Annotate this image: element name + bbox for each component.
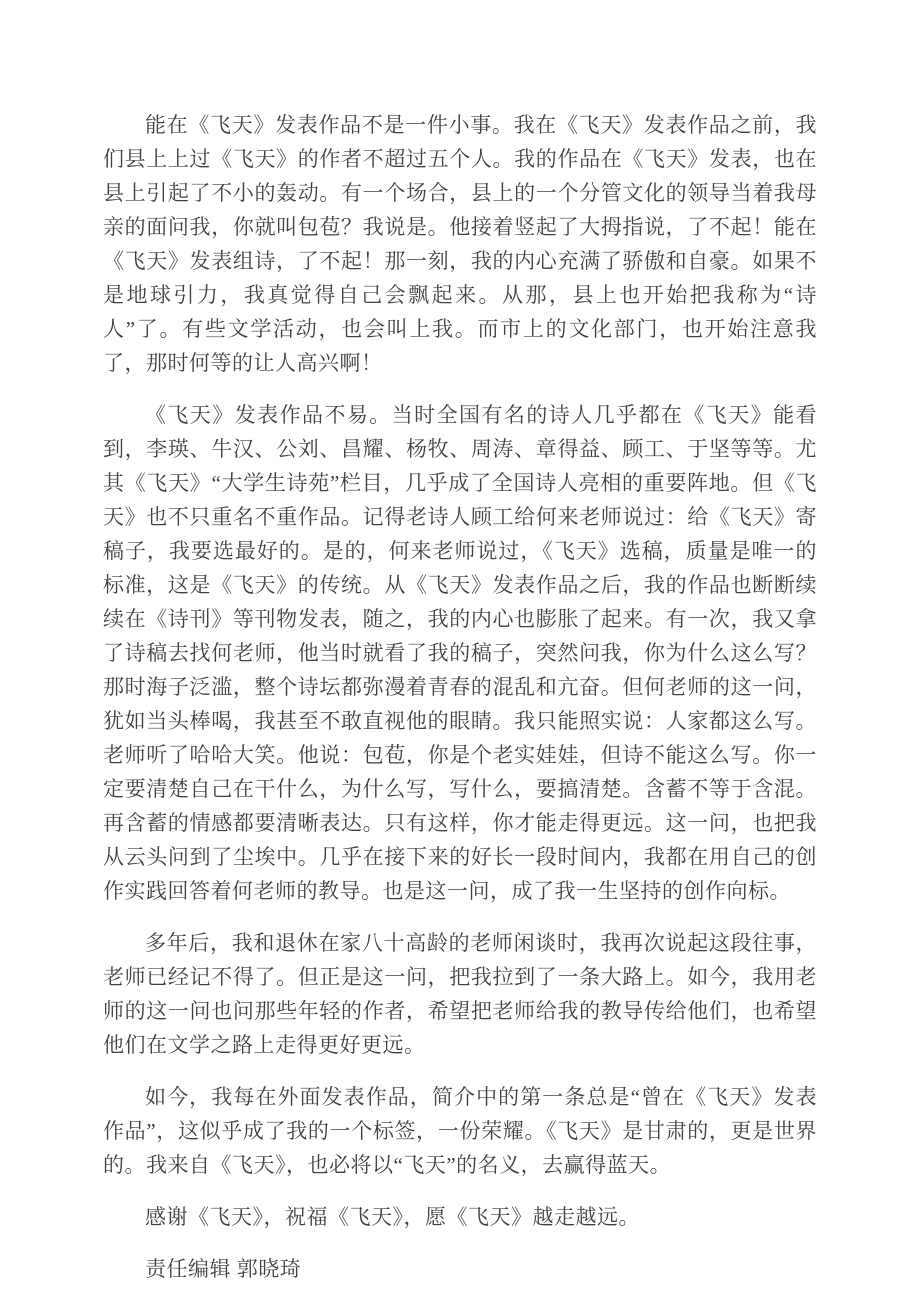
paragraph: 多年后，我和退休在家八十高龄的老师闲谈时，我再次说起这段往事，老师已经记不得了。但正是这一问，把我拉到了一条大路上。如今，我用老师的这一问也问那些年轻的作者，希望把老师给我的教导传给他们，也希望他们在文学之路上走得更好更远。 [103, 931, 817, 1057]
paragraph: 感谢《飞天》，祝福《飞天》，愿《飞天》越走越远。 [145, 1205, 640, 1229]
editor-credit-line: 责任编辑 郭晓琦 [145, 1257, 302, 1281]
document-body [103, 108, 817, 1286]
paragraph: 《飞天》发表作品不易。当时全国有名的诗人几乎都在《飞天》能看到，李瑛、牛汉、公刘、昌耀、杨牧、周涛、章得益、顾工、于坚等等。尤其《飞天》“大学生诗苑”栏目，几乎成了全国诗人亮相的重要阵地。但《飞天》也不只重名不重作品。记得老诗人顾工给何来老师说过：给《飞天》寄稿子，我要选最好的。是的，何来老师说过，《飞天》选稿，质量是唯一的标准，这是《飞天》的传统。从《飞天》发表作品之后，我的作品也断断续续在《诗刊》等刊物发表，随之，我的内心也膨胀了起来。有一次，我又拿了诗稿去找何老师，他当时就看了我的稿子，突然问我，你为什么这么写？那时海子泛滥，整个诗坛都弥漫着青春的混乱和亢奋。但何老师的这一问，犹如当头棒喝，我甚至不敢直视他的眼睛。我只能照实说：人家都这么写。老师听了哈哈大笑。他说：包苞，你是个老实娃娃，但诗不能这么写。你一定要清楚自己在干什么，为什么写，写什么，要搞清楚。含蓄不等于含混。再含蓄的情感都要清晰表达。只有这样，你才能走得更远。这一问，也把我从云头问到了尘埃中。几乎在接下来的好长一段时间内，我都在用自己的创作实践回答着何老师的教导。也是这一问，成了我一生坚持的创作向标。 [103, 403, 817, 903]
paragraph: 如今，我每在外面发表作品，简介中的第一条总是“曾在《飞天》发表作品”，这似乎成了我的一个标签，一份荣耀。《飞天》是甘肃的，更是世界的。我来自《飞天》，也必将以“飞天”的名义，去赢得蓝天。 [103, 1085, 817, 1177]
paragraph: 能在《飞天》发表作品不是一件小事。我在《飞天》发表作品之前，我们县上上过《飞天》的作者不超过五个人。我的作品在《飞天》发表，也在县上引起了不小的轰动。有一个场合，县上的一个分管文化的领导当着我母亲的面问我，你就叫包苞？我说是。他接着竖起了大拇指说，了不起！能在《飞天》发表组诗，了不起！那一刻，我的内心充满了骄傲和自豪。如果不是地球引力，我真觉得自己会飘起来。从那，县上也开始把我称为“诗人”了。有些文学活动，也会叫上我。而市上的文化部门，也开始注意我了，那时何等的让人高兴啊！ [103, 113, 817, 375]
